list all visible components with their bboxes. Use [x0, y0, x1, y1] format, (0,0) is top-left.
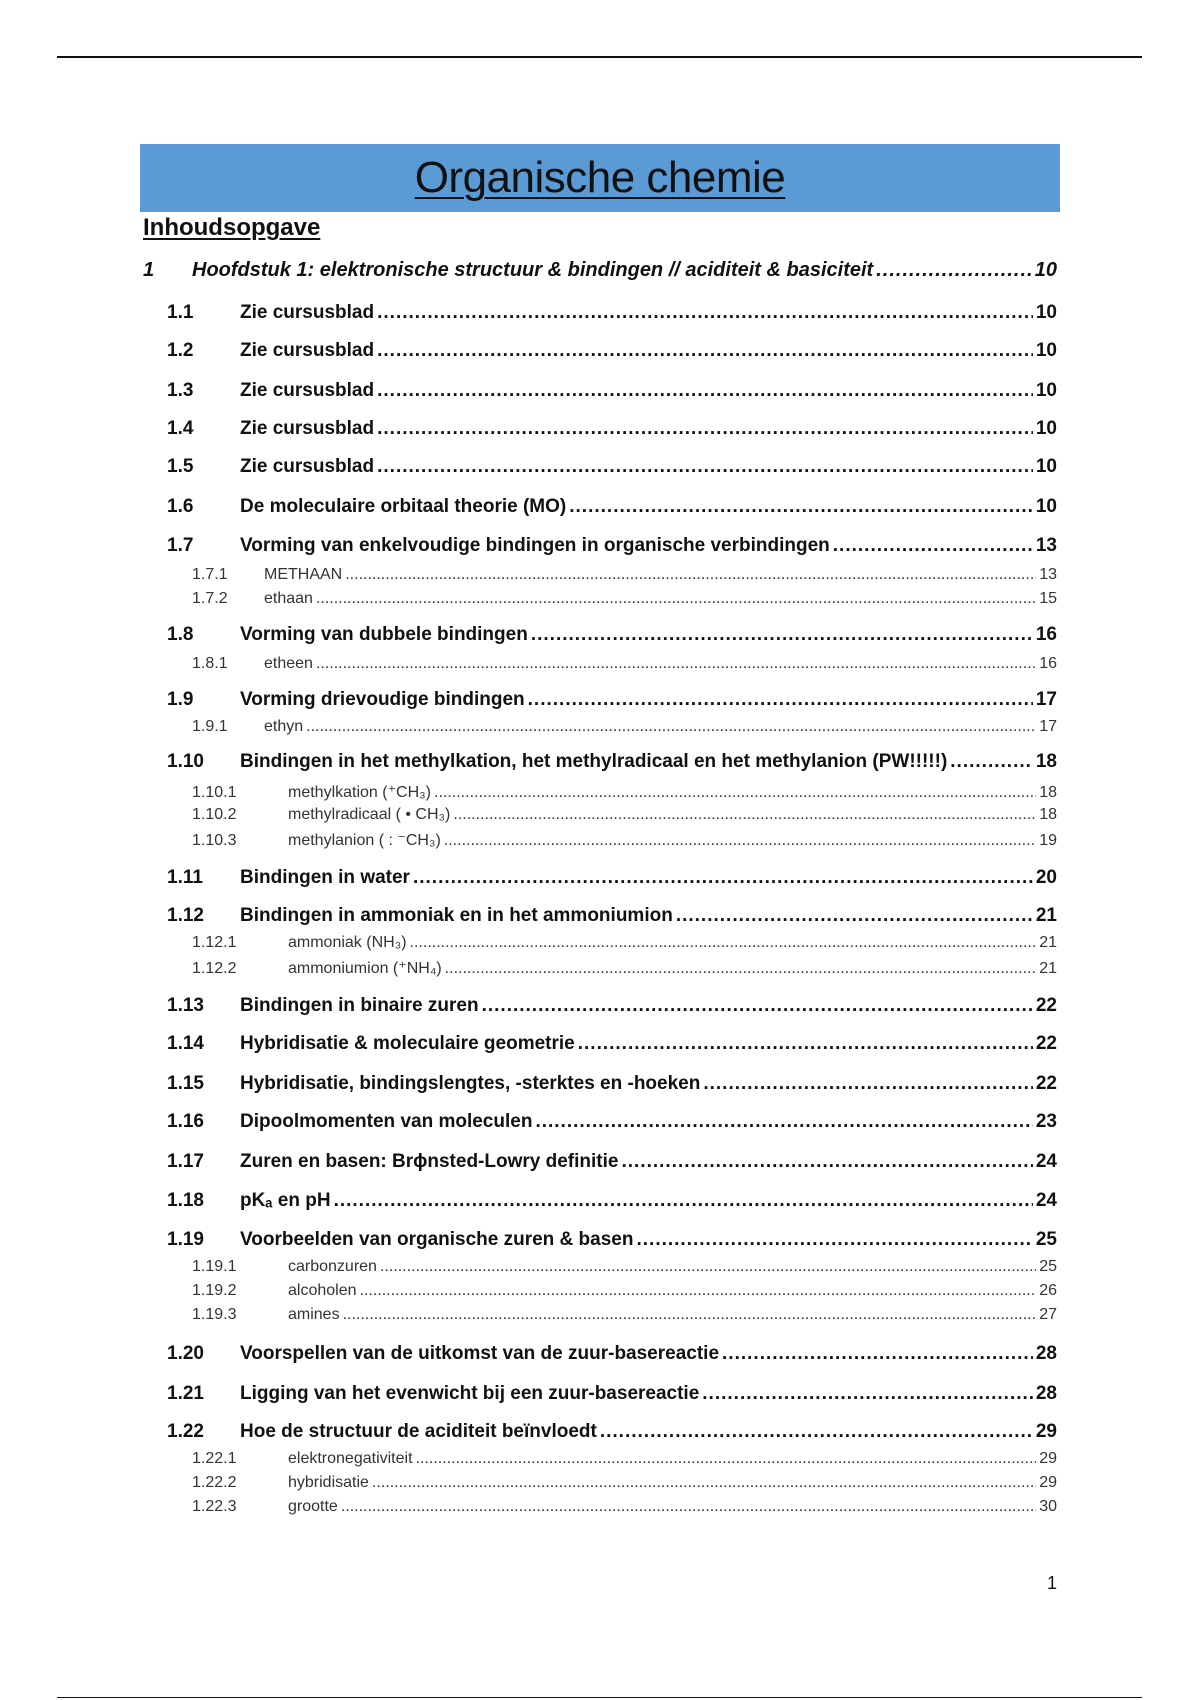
toc-leader: [343, 1306, 1037, 1324]
toc-entry-label: Hybridisatie, bindingslengtes, -sterktes en -hoeken: [240, 1073, 701, 1094]
toc-entry-page: 27: [1039, 1306, 1057, 1323]
toc-entry-page: 15: [1039, 590, 1057, 607]
toc-entry-page: 23: [1035, 1111, 1057, 1132]
toc-leader: [377, 302, 1033, 324]
toc-entry-number: 1.10.2: [192, 806, 237, 823]
toc-entry-number: 1.10: [167, 751, 204, 772]
toc-entry-label: Ligging van het evenwicht bij een zuur-basereactie: [240, 1383, 700, 1404]
toc-entry-page: 19: [1039, 832, 1057, 849]
toc-leader: [416, 1450, 1037, 1468]
toc-entry-label: Bindingen in water: [240, 867, 410, 888]
toc-leader: [876, 259, 1032, 282]
toc-entry-number: 1.1: [167, 302, 194, 323]
toc-entry-label: Dipoolmomenten van moleculen: [240, 1111, 533, 1132]
toc-leader: [377, 456, 1033, 478]
toc-leader: [569, 496, 1033, 518]
toc-entry-page: 24: [1035, 1190, 1057, 1211]
toc-leader: [600, 1421, 1033, 1443]
toc-entry[interactable]: [167, 995, 1057, 1017]
toc-entry-page: 30: [1039, 1498, 1057, 1515]
toc-entry-label: etheen: [264, 655, 313, 672]
toc-entry-number: 1: [143, 259, 155, 281]
toc-entry-number: 1.14: [167, 1033, 204, 1054]
toc-entry-label: Zie cursusblad: [240, 380, 375, 401]
toc-leader: [722, 1343, 1033, 1365]
toc-entry-label: ammoniak (NH₃): [288, 934, 407, 951]
toc-entry-page: 10: [1035, 302, 1057, 323]
toc-entry[interactable]: [167, 1343, 1057, 1365]
toc-leader: [535, 1111, 1032, 1133]
toc-entry[interactable]: [167, 340, 1057, 362]
toc-entry-page: 10: [1035, 418, 1057, 439]
toc-entry-label: Zie cursusblad: [240, 418, 375, 439]
toc-entry-page: 17: [1039, 718, 1057, 735]
toc-entry-label: methylradicaal ( • CH₃): [288, 806, 451, 823]
toc-entry[interactable]: [167, 535, 1057, 557]
toc-entry[interactable]: [192, 934, 1057, 952]
toc-entry-label: grootte: [288, 1498, 338, 1515]
toc-entry[interactable]: [167, 1383, 1057, 1405]
toc-entry-label: alcoholen: [288, 1282, 357, 1299]
toc-entry-number: 1.22.1: [192, 1450, 237, 1467]
toc-entry-number: 1.21: [167, 1383, 204, 1404]
toc-entry-number: 1.22.3: [192, 1498, 237, 1515]
footer-rule: [57, 1697, 1142, 1698]
toc-entry-number: 1.19.2: [192, 1282, 237, 1299]
toc-entry-number: 1.12: [167, 905, 204, 926]
toc-entry-page: 10: [1035, 380, 1057, 401]
toc-entry-number: 1.10.1: [192, 784, 237, 801]
toc-entry-page: 10: [1035, 340, 1057, 361]
toc-entry[interactable]: [192, 718, 1057, 736]
toc-entry-number: 1.19: [167, 1229, 204, 1250]
toc-entry-number: 1.7.2: [192, 590, 228, 607]
toc-entry-number: 1.12.2: [192, 960, 237, 977]
toc-entry-page: 13: [1039, 566, 1057, 583]
toc-leader: [702, 1383, 1033, 1405]
toc-entry[interactable]: [167, 1229, 1057, 1251]
page-number: 1: [1046, 1573, 1057, 1593]
toc-entry[interactable]: [167, 689, 1057, 711]
toc-entry-page: 28: [1035, 1383, 1057, 1404]
toc-entry-number: 1.16: [167, 1111, 204, 1132]
toc-entry-page: 21: [1039, 960, 1057, 977]
toc-entry-page: 29: [1039, 1450, 1057, 1467]
toc-entry[interactable]: [167, 1033, 1057, 1055]
toc-entry-number: 1.19.3: [192, 1306, 237, 1323]
toc-entry-number: 1.10.3: [192, 832, 237, 849]
toc-entry[interactable]: [192, 1282, 1057, 1300]
toc-entry[interactable]: [192, 566, 1057, 584]
toc-entry[interactable]: [167, 496, 1057, 518]
toc-entry-page: 10: [1035, 496, 1057, 517]
toc-leader: [453, 806, 1036, 824]
toc-entry-page: 22: [1035, 1033, 1057, 1054]
toc-entry[interactable]: [192, 830, 1057, 850]
toc-entry-page: 21: [1039, 934, 1057, 951]
toc-leader: [380, 1258, 1036, 1276]
toc-entry-label: ammoniumion (⁺NH₄): [288, 960, 442, 977]
toc-entry-number: 1.12.1: [192, 934, 237, 951]
toc-leader: [360, 1282, 1037, 1300]
toc-entry-number: 1.11: [167, 867, 203, 888]
toc-entry-page: 22: [1035, 995, 1057, 1016]
toc-entry-label: De moleculaire orbitaal theorie (MO): [240, 496, 567, 517]
toc-entry-number: 1.9.1: [192, 718, 228, 735]
toc-leader: [434, 784, 1036, 802]
toc-entry-page: 24: [1035, 1151, 1057, 1172]
toc-entry-number: 1.2: [167, 340, 194, 361]
toc-entry-number: 1.13: [167, 995, 204, 1016]
toc-leader: [676, 905, 1033, 927]
toc-entry[interactable]: [192, 806, 1057, 824]
toc-leader: [341, 1498, 1036, 1516]
toc-leader: [413, 867, 1033, 889]
toc-entry-page: 21: [1035, 905, 1057, 926]
toc-leader: [377, 340, 1033, 362]
toc-leader: [950, 751, 1033, 773]
toc-leader: [410, 934, 1037, 952]
toc-entry-number: 1.22: [167, 1421, 204, 1442]
toc-entry[interactable]: [167, 624, 1057, 646]
toc-entry-label: Hybridisatie & moleculaire geometrie: [240, 1033, 575, 1054]
toc-entry-page: 29: [1035, 1421, 1057, 1442]
toc-leader: [482, 995, 1033, 1017]
toc-entry-page: 16: [1039, 655, 1057, 672]
toc-entry-number: 1.22.2: [192, 1474, 237, 1491]
toc-entry-page: 16: [1035, 624, 1057, 645]
toc-leader: [528, 689, 1033, 711]
toc-entry-number: 1.9: [167, 689, 194, 710]
toc-entry[interactable]: [167, 905, 1057, 927]
toc-entry-label: methylkation (⁺CH₃): [288, 784, 431, 801]
toc-entry-label: amines: [288, 1306, 340, 1323]
toc-entry[interactable]: [167, 867, 1057, 889]
toc-entry-label: Zuren en basen: Brϕnsted-Lowry definitie: [240, 1151, 619, 1172]
toc-entry-page: 22: [1035, 1073, 1057, 1094]
toc-entry[interactable]: [192, 590, 1057, 608]
toc-entry[interactable]: [192, 1306, 1057, 1324]
toc-leader: [316, 655, 1036, 673]
toc-entry-label: Zie cursusblad: [240, 340, 375, 361]
toc-leader: [621, 1151, 1032, 1173]
toc-leader: [316, 590, 1036, 608]
toc-entry[interactable]: [167, 302, 1057, 324]
toc-entry-label: Hoofdstuk 1: elektronische structuur & bindingen // aciditeit & basiciteit: [192, 259, 874, 281]
toc-entry-label: Bindingen in ammoniak en in het ammoniumion: [240, 905, 673, 926]
toc-entry-label: Vorming van enkelvoudige bindingen in organische verbindingen: [240, 535, 830, 556]
toc-entry[interactable]: [192, 1498, 1057, 1516]
toc-entry-page: 29: [1039, 1474, 1057, 1491]
toc-entry-page: 20: [1035, 867, 1057, 888]
toc-leader: [531, 624, 1033, 646]
toc-entry-label: Bindingen in binaire zuren: [240, 995, 479, 1016]
toc-entry-page: 13: [1035, 535, 1057, 556]
toc-leader: [636, 1229, 1032, 1251]
toc-entry[interactable]: [143, 259, 1057, 282]
toc-entry-number: 1.6: [167, 496, 194, 517]
toc-entry-page: 28: [1035, 1343, 1057, 1364]
toc-entry-page: 18: [1039, 784, 1057, 801]
toc-entry[interactable]: [167, 1111, 1057, 1133]
toc-entry-number: 1.20: [167, 1343, 204, 1364]
toc-entry-label: Zie cursusblad: [240, 302, 375, 323]
toc-entry-label: methylanion ( : ⁻CH₃): [288, 832, 441, 849]
toc-leader: [833, 535, 1033, 557]
toc-entry-page: 25: [1035, 1229, 1057, 1250]
toc-entry-label: Vorming van dubbele bindingen: [240, 624, 528, 645]
toc-leader: [377, 380, 1033, 402]
toc-entry-number: 1.8.1: [192, 655, 228, 672]
toc-leader: [334, 1190, 1033, 1212]
toc-leader: [372, 1474, 1036, 1492]
toc-entry-number: 1.7: [167, 535, 194, 556]
toc-entry-label: Voorbeelden van organische zuren & basen: [240, 1229, 634, 1250]
toc-entry-label: pKₐ en pH: [240, 1190, 331, 1211]
toc-entry[interactable]: [167, 1421, 1057, 1443]
toc-entry[interactable]: [167, 380, 1057, 402]
toc-leader: [345, 566, 1036, 584]
document-title: Organische chemie: [414, 153, 786, 202]
toc-entry[interactable]: [192, 958, 1057, 978]
toc-entry-label: hybridisatie: [288, 1474, 369, 1491]
toc-entry-label: ethyn: [264, 718, 304, 735]
toc-entry[interactable]: [167, 751, 1057, 773]
toc-entry-label: Voorspellen van de uitkomst van de zuur-basereactie: [240, 1343, 720, 1364]
toc-entry-label: ethaan: [264, 590, 313, 607]
toc-entry[interactable]: [167, 1151, 1057, 1173]
toc-entry-page: 10: [1034, 259, 1057, 281]
toc-entry[interactable]: [192, 782, 1057, 802]
toc-entry-page: 10: [1035, 456, 1057, 477]
toc-entry-label: METHAAN: [264, 566, 343, 583]
toc-entry-number: 1.8: [167, 624, 194, 645]
toc-entry[interactable]: [167, 1073, 1057, 1095]
toc-entry-number: 1.19.1: [192, 1258, 237, 1275]
toc-entry-label: Hoe de structuur de aciditeit beïnvloedt: [240, 1421, 597, 1442]
toc-heading: Inhoudsopgave: [143, 214, 321, 241]
toc-entry[interactable]: [192, 1450, 1057, 1468]
toc-entry-label: elektronegativiteit: [288, 1450, 413, 1467]
toc-entry-label: carbonzuren: [288, 1258, 377, 1275]
toc-entry[interactable]: [192, 1474, 1057, 1492]
toc-entry[interactable]: [192, 1258, 1057, 1276]
toc-entry[interactable]: [167, 456, 1057, 478]
toc-entry-page: 18: [1039, 806, 1057, 823]
toc-entry-number: 1.7.1: [192, 566, 228, 583]
toc-entry-page: 25: [1039, 1258, 1057, 1275]
toc-entry-number: 1.5: [167, 456, 194, 477]
toc-entry-page: 26: [1039, 1282, 1057, 1299]
toc-entry-label: Zie cursusblad: [240, 456, 375, 477]
toc-leader: [445, 960, 1037, 978]
toc-leader: [703, 1073, 1033, 1095]
toc-entry-number: 1.15: [167, 1073, 204, 1094]
toc-entry[interactable]: [167, 1190, 1057, 1212]
toc-leader: [306, 718, 1036, 736]
toc-entry-page: 17: [1035, 689, 1057, 710]
toc-entry-number: 1.18: [167, 1190, 204, 1211]
toc-leader: [377, 418, 1033, 440]
toc-entry-number: 1.17: [167, 1151, 204, 1172]
toc-leader: [578, 1033, 1033, 1055]
toc-entry[interactable]: [192, 655, 1057, 673]
toc-entry-page: 18: [1035, 751, 1057, 772]
toc-leader: [444, 832, 1036, 850]
toc-entry-label: Bindingen in het methylkation, het methylradicaal en het methylanion (PW!!!!!): [240, 751, 948, 772]
toc-entry-number: 1.4: [167, 418, 194, 439]
toc-entry-number: 1.3: [167, 380, 194, 401]
toc-entry[interactable]: [167, 418, 1057, 440]
toc-entry-label: Vorming drievoudige bindingen: [240, 689, 525, 710]
